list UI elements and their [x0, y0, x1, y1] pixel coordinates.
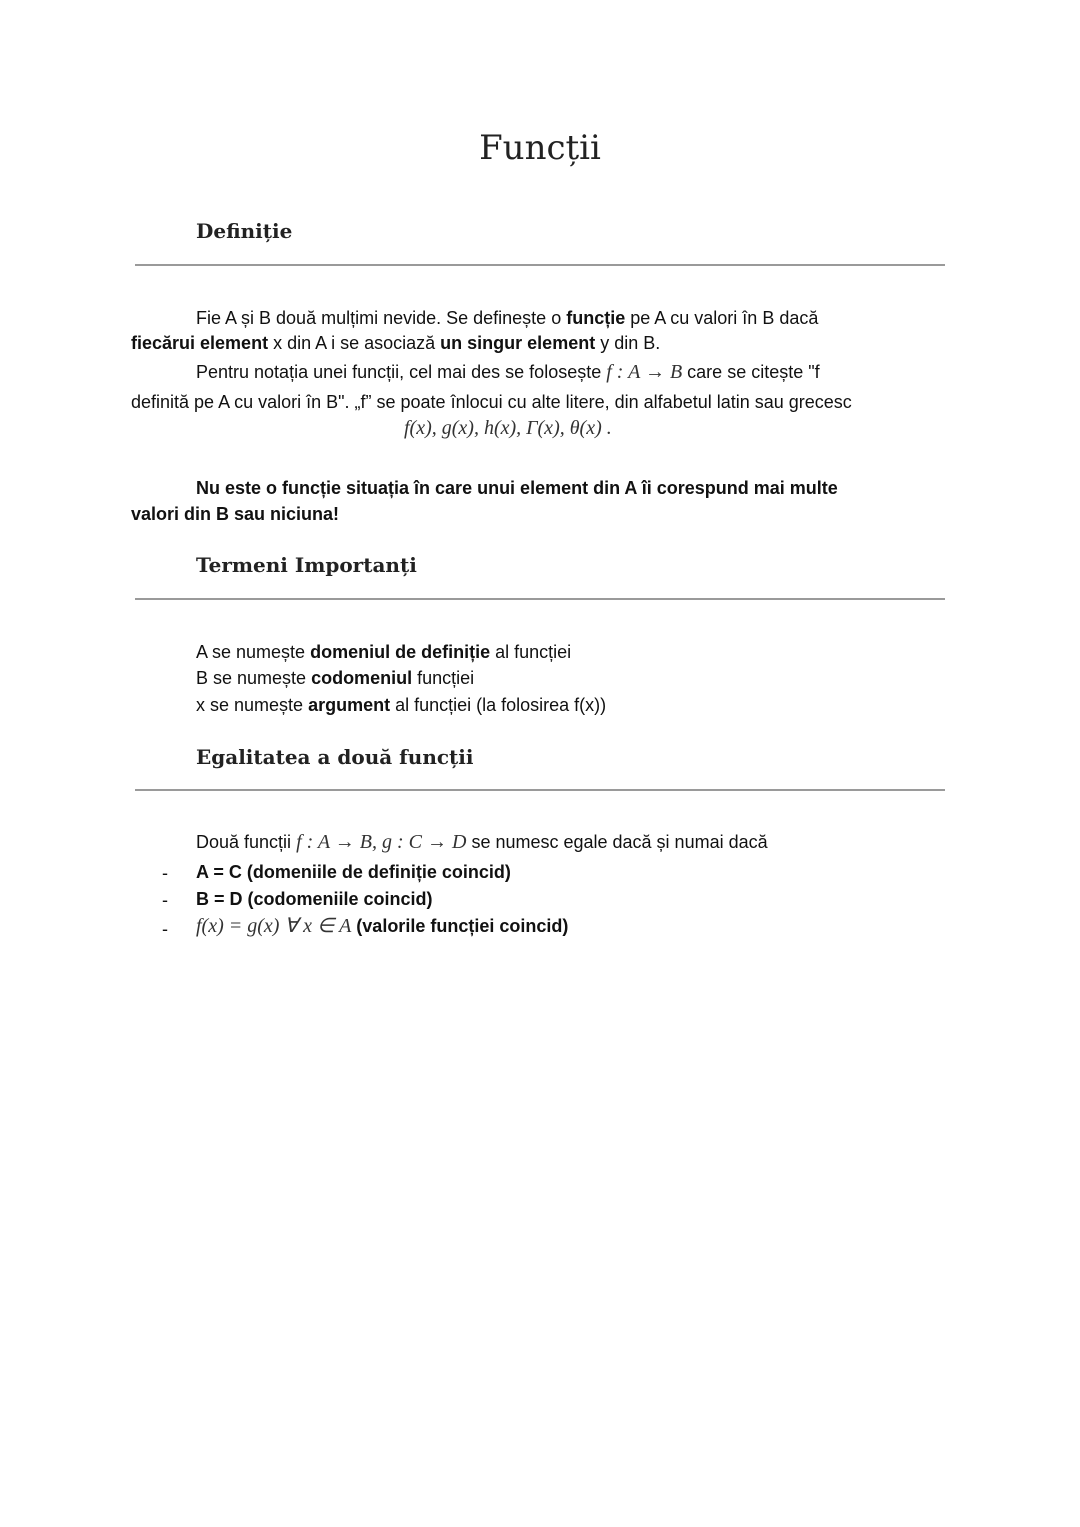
condition-domains: A = C (domeniile de definiție coincid)	[196, 862, 511, 882]
section-divider	[135, 264, 945, 266]
warning-line-2: valori din B sau niciuna!	[131, 504, 340, 524]
definition-text: x din A i se asociază	[268, 333, 441, 353]
definition-text: y din B.	[595, 333, 661, 353]
condition-values	[196, 913, 568, 939]
notation-text: Pentru notația unei funcții, cel mai des se folosește	[196, 362, 607, 382]
condition-text: (valorile funcției coincid)	[351, 916, 569, 936]
section-heading-terms: Termeni Importanți	[196, 553, 417, 577]
term-text: B se numește	[196, 668, 312, 688]
term-bold: codomeniul	[311, 668, 413, 688]
bullet-dash: -	[162, 919, 168, 939]
bullet-dash: -	[162, 863, 168, 883]
definition-term-bold: fiecărui element	[131, 333, 269, 353]
section-divider	[135, 789, 945, 791]
equality-text: se numesc egale dacă și numai dacă	[466, 832, 768, 852]
function-notation: f : A → B	[606, 361, 683, 383]
term-domain	[196, 639, 571, 665]
warning-line-1: Nu este o funcție situația în care unui element din A îi corespund mai multe	[196, 478, 838, 498]
notation-line-2: definită pe A cu valori în B". „f” se poate înlocui cu alte litere, din alfabetul latin sau grecesc	[131, 392, 852, 412]
definition-line-2	[131, 330, 660, 356]
notation-text: care se citește "f	[682, 362, 820, 382]
equality-text: Două funcții	[196, 832, 297, 852]
values-equality-formula: f(x) = g(x) ∀ x ∈ A	[196, 915, 352, 937]
term-argument	[196, 692, 606, 718]
term-bold: domeniul de definiție	[310, 642, 491, 662]
definition-term-bold: un singur element	[440, 333, 596, 353]
equality-intro	[196, 829, 768, 855]
function-examples: f(x), g(x), h(x), Γ(x), θ(x) .	[404, 417, 612, 439]
section-heading-definition: Definiție	[196, 219, 293, 243]
term-bold: argument	[308, 695, 391, 715]
definition-text: pe A cu valori în B dacă	[625, 308, 819, 328]
term-text: x se numește	[196, 695, 309, 715]
page-title: Funcții	[479, 128, 601, 168]
term-codomain	[196, 665, 474, 691]
condition-codomains: B = D (codomeniile coincid)	[196, 889, 433, 909]
term-text: al funcției	[490, 642, 572, 662]
term-text: al funcției (la folosirea f(x))	[390, 695, 607, 715]
section-heading-equality: Egalitatea a două funcții	[196, 745, 474, 769]
definition-text: Fie A și B două mulțimi nevide. Se definește o	[196, 308, 567, 328]
definition-term-bold: funcție	[566, 308, 626, 328]
definition-line-1	[196, 305, 818, 331]
notation-line	[196, 359, 820, 385]
function-pair-notation: f : A → B, g : C → D	[296, 831, 467, 853]
section-divider	[135, 598, 945, 600]
term-text: funcției	[412, 668, 475, 688]
bullet-dash: -	[162, 890, 168, 910]
term-text: A se numește	[196, 642, 311, 662]
